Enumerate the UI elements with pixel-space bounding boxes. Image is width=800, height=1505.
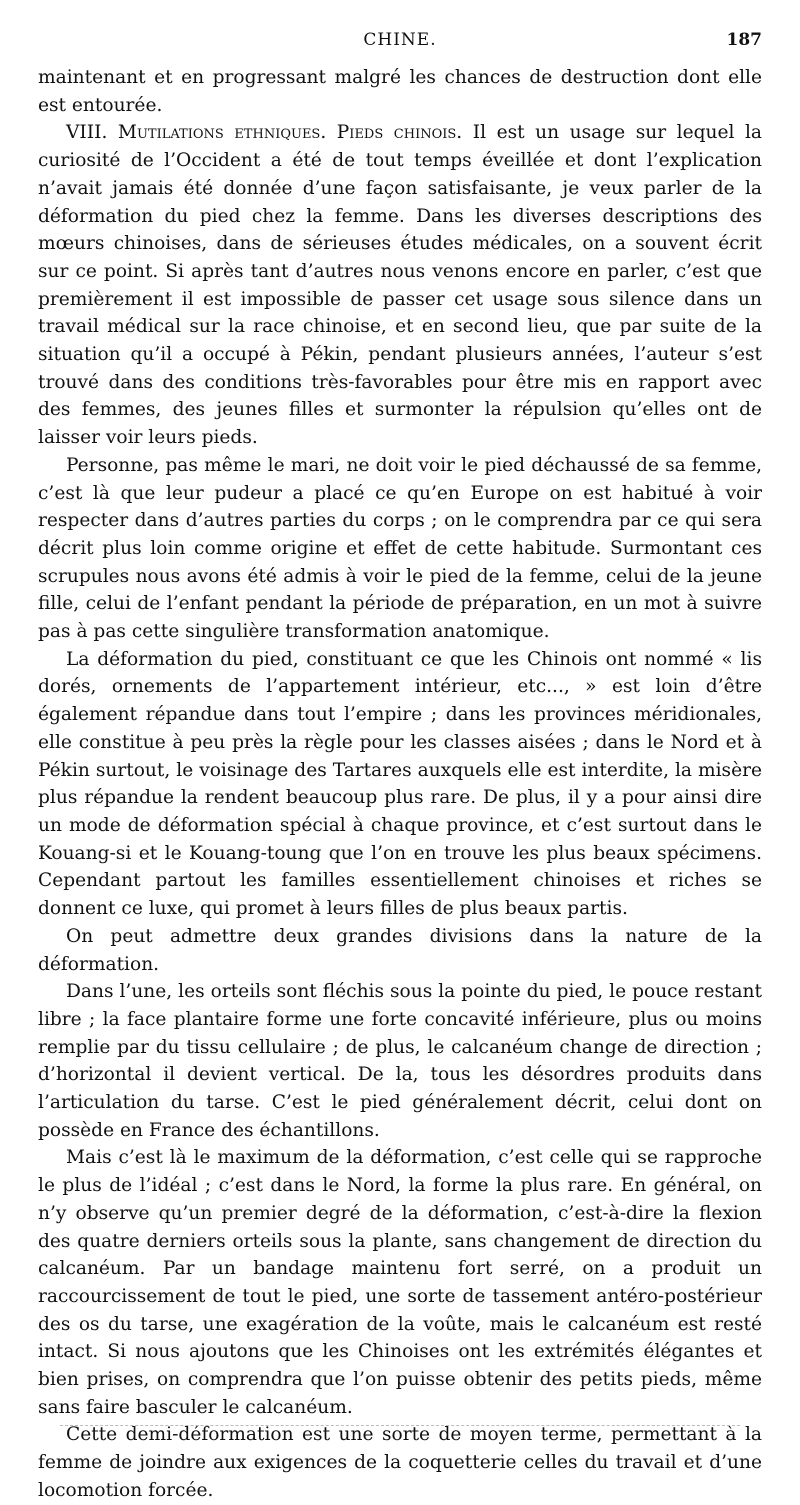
paragraph: Cette demi-déformation est une sorte de moyen terme, permettant à la femme de joindre aux exigences de la coquetterie celles du travail et d’une locomotion forcée. — [38, 1424, 762, 1501]
section-paragraph — [38, 119, 762, 451]
paragraph: Personne, pas même le mari, ne doit voir le pied déchaussé de sa femme, c’est là que leur pudeur a placé ce qu’en Europe on est habitué à voir respecter dans d’autres parties du corps ; on le comprendra par ce qui sera décrit plus loin comme origine et effet de cette habitude. Surmontant ces scrupules nous avons été admis à voir le pied de la femme, celui de la jeune fille, celui de l’enfant pendant la période de préparation, en un mot à suivre pas à pas cette singulière transformation anatomique. — [38, 454, 762, 643]
page-number: 187 — [726, 30, 762, 50]
paragraph: On peut admettre deux grandes divisions dans la nature de la déformation. — [38, 925, 762, 975]
page-header — [38, 30, 762, 56]
section-heading: Mutilations ethniques. — [117, 122, 327, 144]
running-title: CHINE. — [363, 30, 437, 50]
paragraph: La déformation du pied, constituant ce que les Chinois ont nommé « lis dorés, ornements de l’appartement intérieur, etc..., » est loin d’être également répandue dans tout l’empire ; dans les provinces méridionales, elle constitue à peu près la règle pour les classes aisées ; dans le Nord et à Pékin surtout, le voisinage des Tartares auxquels elle est interdite, la misère plus répandue la rendent beaucoup plus rare. De plus, il y a pour ainsi dire un mode de déformation spécial à chaque province, et c’est surtout dans le Kouang-si et le Kouang-toung que l’on en trouve les plus beaux spécimens. Cependant partout les familles essentiellement chinoises et riches se donnent ce luxe, qui promet à leurs filles de plus beaux partis. — [38, 648, 762, 920]
footer-rule — [60, 1425, 740, 1426]
paragraph: Mais c’est là le maximum de la déformation, c’est celle qui se rapproche le plus de l’idéal ; c’est dans le Nord, la forme la plus rare. En général, on n’y observe qu’un premier degré de la déformation, c’est-à-dire la flexion des quatre derniers orteils sous la plante, sans changement de direction du calcanéum. Par un bandage maintenu fort serré, on a produit un raccourcissement de tout le pied, une sorte de tassement antéro-postérieur des os du tarse, une exagération de la voûte, mais le calcanéum est resté intact. Si nous ajoutons que les Chinoises ont les extrémités élégantes et bien prises, on comprendra que l’on puisse obtenir des petits pieds, même sans faire basculer le calcanéum. — [38, 1147, 762, 1418]
paragraph-text: Il est un usage sur lequel la curiosité de l’Occident a été de tout temps éveillée et dont l’explication n’avait jamais été donnée d’une façon satisfaisante, je veux parler de la déformation du pied chez la femme. Dans les diverses descriptions des mœurs chinoises, dans de sérieuses études médicales, on a souvent écrit sur ce point. Si après tant d’autres nous venons encore en parler, c’est que premièrement il est impossible de passer cet usage sous silence dans un travail médical sur la race chinoise, et en second lieu, que par suite de la situation qu’il a occupé à Pékin, pendant plusieurs années, l’auteur s’est trouvé dans des conditions très-favorables pour être mis en rapport avec des femmes, des jeunes filles et surmonter la répulsion qu’elles ont de laisser voir leurs pieds. — [38, 122, 762, 449]
paragraph: Dans l’une, les orteils sont fléchis sous la pointe du pied, le pouce restant libre ; la face plantaire forme une forte concavité inférieure, plus ou moins remplie par du tissu cellulaire ; de plus, le calcanéum change de direction ; d’horizontal il devient vertical. De la, tous les désordres produits dans l’articulation du tarse. C’est le pied généralement décrit, celui dont on possède en France des échantillons. — [38, 981, 762, 1141]
body-text — [38, 64, 762, 1505]
section-number: VIII. — [66, 122, 108, 144]
section-subheading: Pieds chinois. — [336, 122, 463, 144]
paragraph: maintenant et en progressant malgré les chances de destruction dont elle est entourée. — [38, 67, 762, 116]
